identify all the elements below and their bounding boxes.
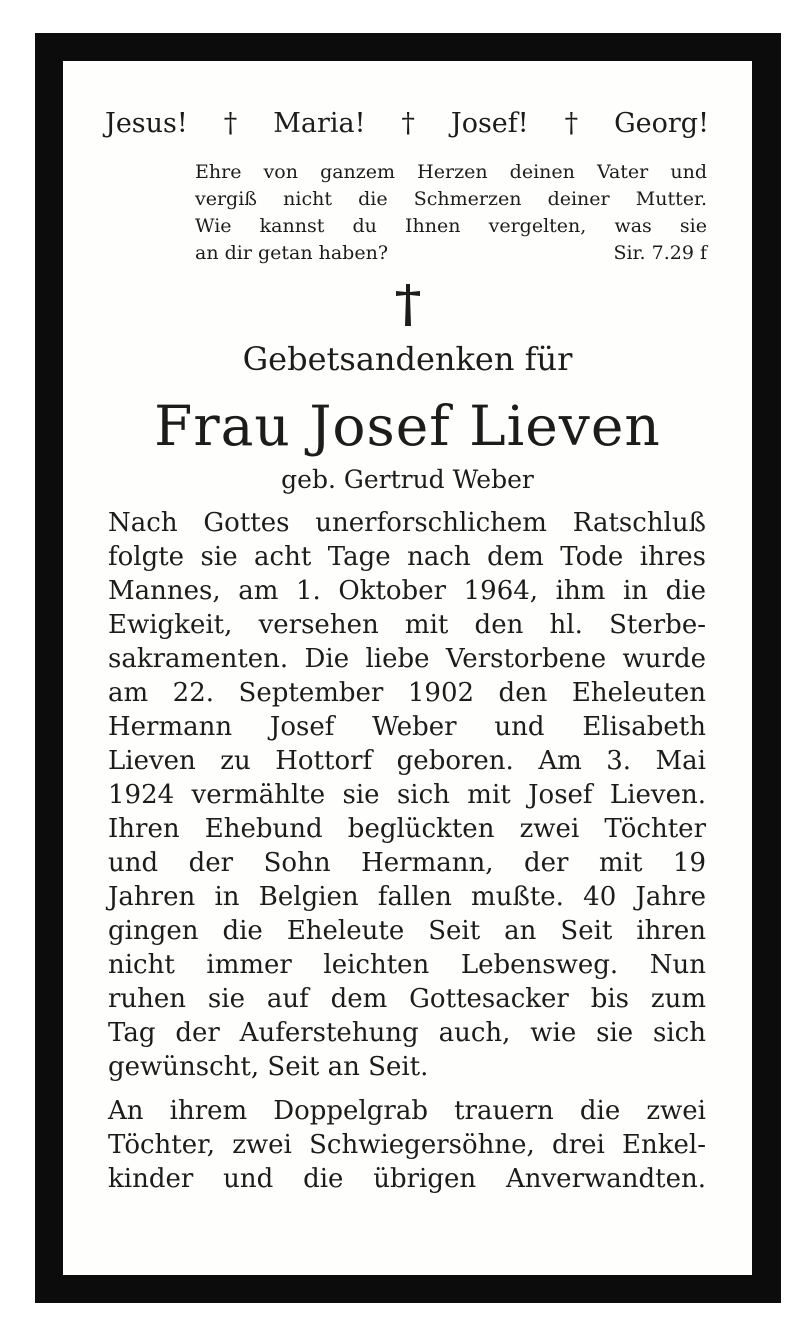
invocation-dagger: †	[564, 108, 579, 139]
invocation-line	[105, 106, 709, 142]
text-line: sakramenten. Die liebe Verstorbene wurde	[108, 644, 706, 674]
text-line: Ihren Ehebund beglückten zwei Töchter	[108, 814, 706, 844]
invocation-georg: Georg!	[614, 108, 709, 139]
text-line: und der Sohn Hermann, der mit 19	[108, 848, 706, 878]
text-line: Hermann Josef Weber und Elisabeth	[108, 712, 706, 742]
text-line: am 22. September 1902 den Eheleuten	[108, 678, 706, 708]
text-line: Jahren in Belgien fallen mußte. 40 Jahre	[108, 882, 706, 912]
invocation-josef: Josef!	[450, 108, 529, 139]
text-line: gingen die Eheleute Seit an Seit ihren	[108, 916, 706, 946]
verse-line: vergiß nicht die Schmerzen deiner Mutter.	[195, 188, 707, 210]
verse-text: an dir getan haben?	[195, 242, 389, 264]
verse-reference: Sir. 7.29 f	[613, 242, 707, 264]
birth-name: geb. Gertrud Weber	[281, 465, 534, 494]
text-line: Tag der Auferstehung auch, wie sie sich	[108, 1018, 706, 1048]
mourners-line: kinder und die übrigen Anverwandten.	[108, 1164, 706, 1194]
verse-line: Wie kannst du Ihnen vergelten, was sie	[195, 215, 707, 237]
deceased-name: Frau Josef Lieven	[154, 394, 661, 458]
text-closing-line: gewünscht, Seit an Seit.	[108, 1052, 429, 1082]
mourners-line: Töchter, zwei Schwiegersöhne, drei Enkel-	[108, 1130, 706, 1160]
verse-line: Ehre von ganzem Herzen deinen Vater und	[195, 161, 707, 183]
text-line: folgte sie acht Tage nach dem Tode ihres	[108, 542, 706, 572]
text-line: Nach Gottes unerforschlichem Ratschluß	[108, 508, 706, 538]
text-line: ruhen sie auf dem Gottesacker bis zum	[108, 984, 706, 1014]
text-line: Ewigkeit, versehen mit den hl. Sterbe-	[108, 610, 706, 640]
invocation-dagger: †	[401, 108, 415, 139]
invocation-maria: Maria!	[273, 108, 366, 139]
heading-intro: Gebetsandenken für	[242, 340, 573, 378]
invocation-dagger: †	[223, 108, 238, 139]
text-line: Mannes, am 1. Oktober 1964, ihm in die	[108, 576, 706, 606]
cross-icon	[394, 282, 422, 328]
mourners-line: An ihrem Doppelgrab trauern die zwei	[108, 1096, 706, 1126]
invocation-jesus: Jesus!	[105, 108, 188, 139]
verse-last-line	[195, 240, 707, 267]
text-line: Lieven zu Hottorf geboren. Am 3. Mai	[108, 746, 706, 776]
text-line: 1924 vermählte sie sich mit Josef Lieven.	[108, 780, 706, 810]
text-line: nicht immer leichten Lebensweg. Nun	[108, 950, 706, 980]
